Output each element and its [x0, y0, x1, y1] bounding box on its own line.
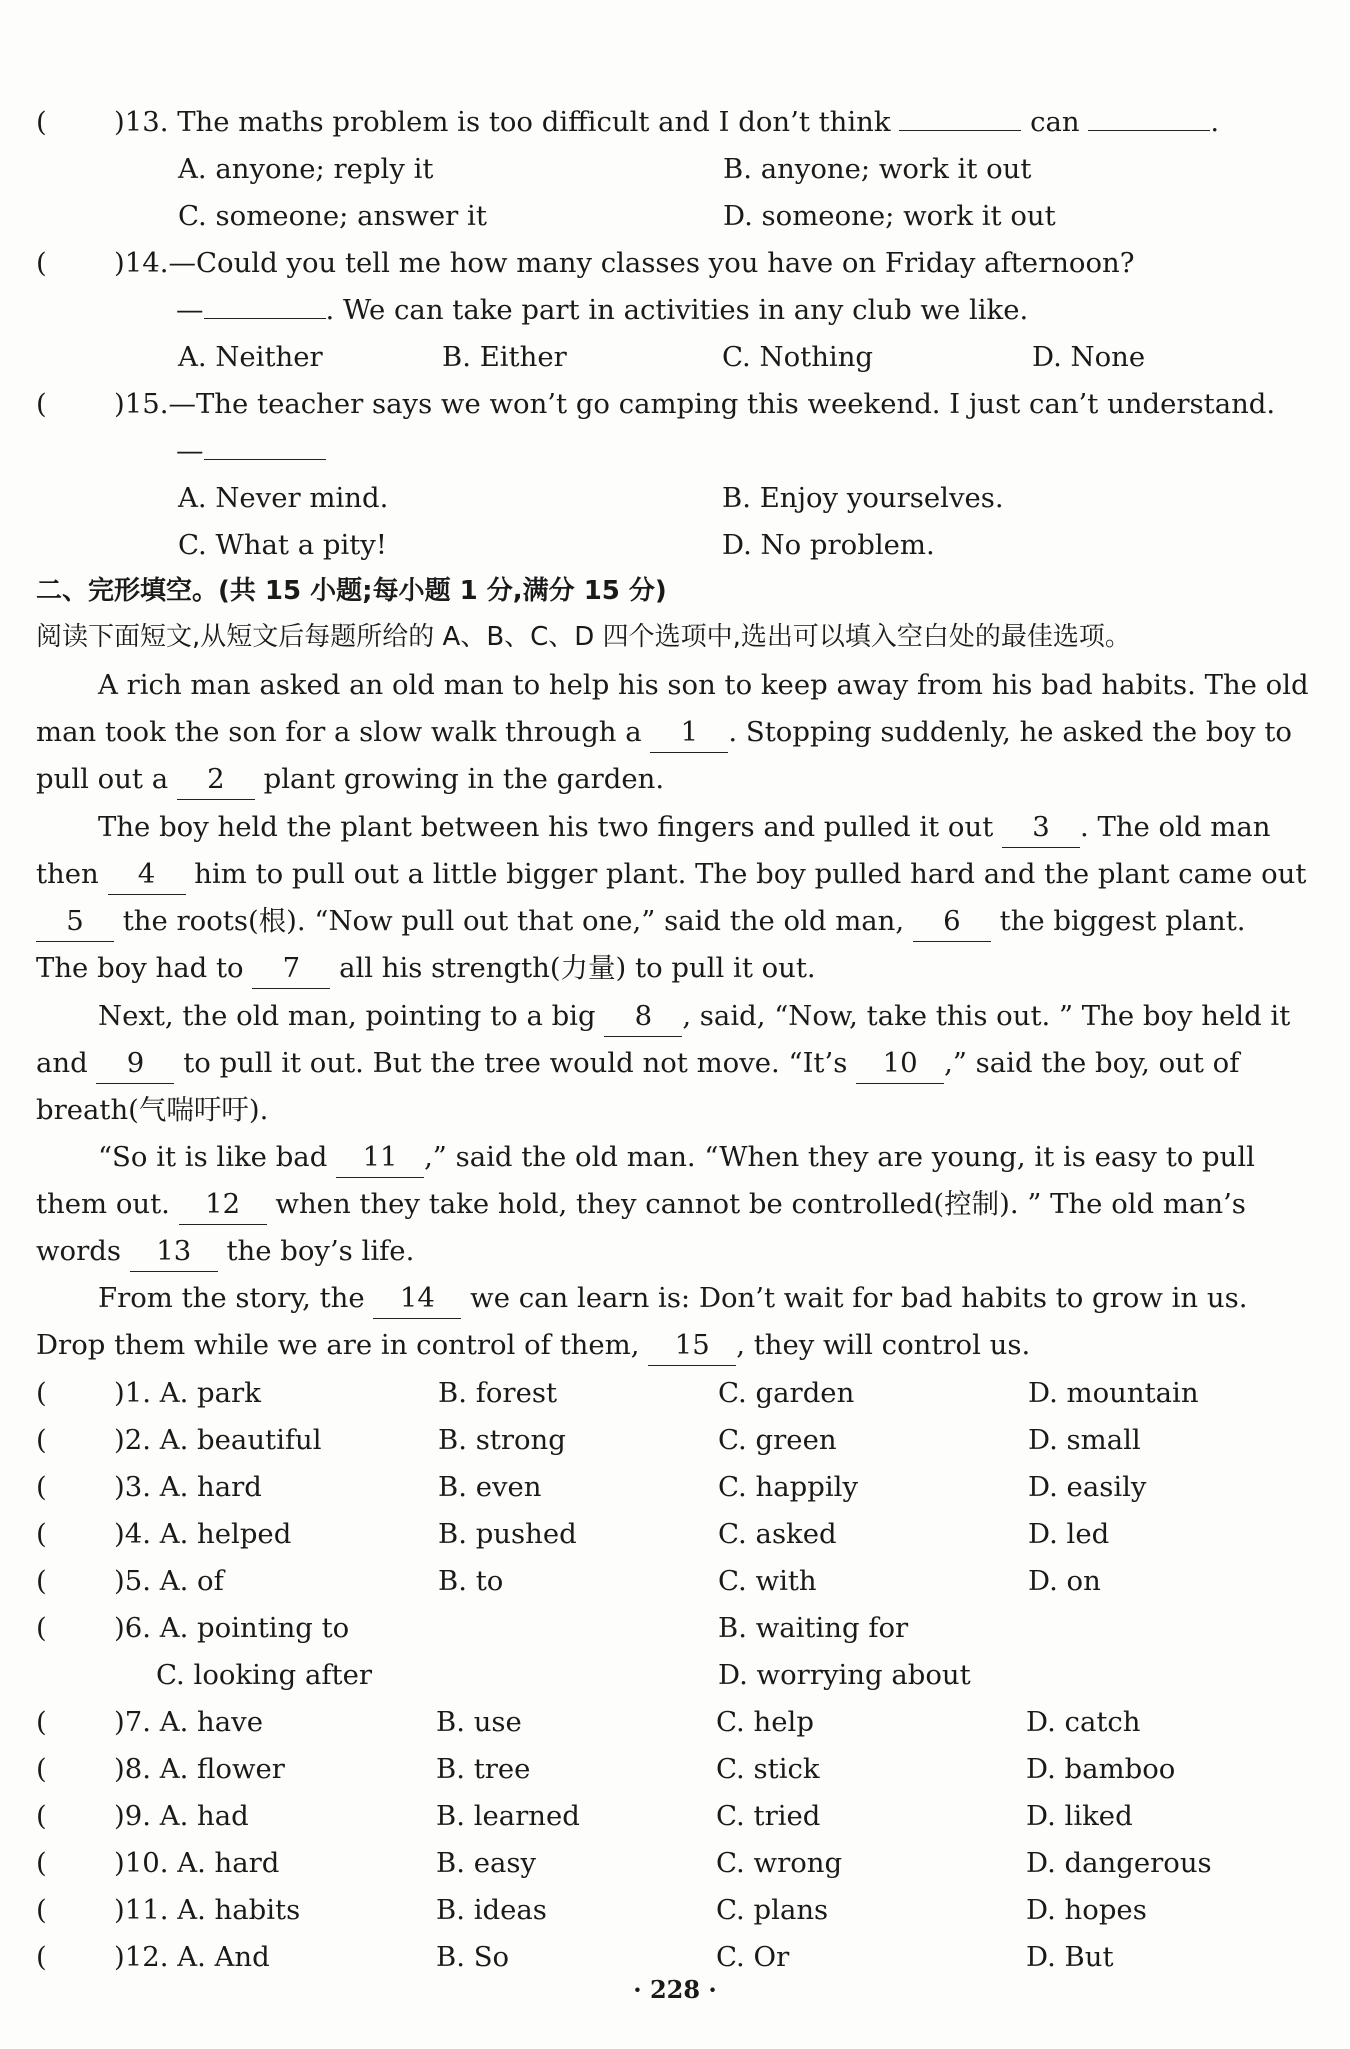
option-b[interactable]: B. tree: [436, 1753, 531, 1785]
cloze-blank[interactable]: 9: [96, 1043, 174, 1084]
option-a[interactable]: )9. A. had: [114, 1800, 249, 1832]
passage-line: A rich man asked an old man to help his son to keep away from his bad habits. The old: [98, 669, 1309, 701]
cloze-blank[interactable]: 5: [36, 901, 114, 942]
option-d[interactable]: D. None: [1032, 341, 1146, 373]
passage-line: breath(气喘吁吁).: [36, 1094, 269, 1126]
cloze-blank[interactable]: 8: [604, 996, 682, 1037]
reply-line: — . We can take part in activities in any club we like.: [176, 294, 1029, 326]
option-a[interactable]: )10. A. hard: [114, 1847, 280, 1879]
answer-bracket: (: [36, 1518, 47, 1550]
option-b[interactable]: B. strong: [438, 1424, 566, 1456]
cloze-option-row: [0, 1370, 1350, 1416]
option-b[interactable]: B. pushed: [438, 1518, 577, 1550]
option-d[interactable]: D. But: [1026, 1941, 1114, 1973]
answer-bracket: (: [36, 1753, 47, 1785]
option-d[interactable]: D. easily: [1028, 1471, 1147, 1503]
answer-bracket: (: [36, 1424, 47, 1456]
option-b[interactable]: B. to: [438, 1565, 504, 1597]
cloze-option-row: [0, 1934, 1350, 1980]
option-d[interactable]: D. bamboo: [1026, 1753, 1176, 1785]
answer-bracket: (: [36, 1471, 47, 1503]
cloze-option-row: [0, 1558, 1350, 1604]
passage-line: 5 the roots(根). “Now pull out that one,” said the old man, 6 the biggest plant.: [0, 898, 1350, 944]
cloze-option-row: [0, 1793, 1350, 1839]
cloze-blank[interactable]: 11: [336, 1137, 424, 1178]
cloze-option-row: [0, 1887, 1350, 1933]
cloze-option-row: [0, 1417, 1350, 1463]
option-a[interactable]: )7. A. have: [114, 1706, 263, 1738]
question-text: )15.—The teacher says we won’t go camping this weekend. I just can’t understand.: [114, 388, 1276, 420]
page-number: · 228 ·: [633, 1975, 717, 2004]
option-d[interactable]: D. worrying about: [718, 1659, 971, 1691]
cloze-option-row: [0, 1840, 1350, 1886]
answer-blank[interactable]: [204, 318, 326, 319]
cloze-blank[interactable]: 10: [856, 1043, 944, 1084]
option-row: [0, 146, 1350, 192]
cloze-blank[interactable]: 2: [177, 759, 255, 800]
option-c[interactable]: C. Nothing: [722, 341, 874, 373]
option-c[interactable]: C. garden: [718, 1377, 855, 1409]
cloze-option-row: [0, 1605, 1350, 1651]
option-d[interactable]: D. No problem.: [722, 529, 935, 561]
option-c[interactable]: C. green: [718, 1424, 837, 1456]
option-b[interactable]: B. use: [436, 1706, 522, 1738]
cloze-blank[interactable]: 4: [108, 854, 186, 895]
option-d[interactable]: D. led: [1028, 1518, 1110, 1550]
option-a[interactable]: A. Neither: [178, 341, 323, 373]
cloze-blank[interactable]: 1: [650, 712, 728, 753]
answer-bracket: (: [36, 1894, 47, 1926]
option-a[interactable]: )4. A. helped: [114, 1518, 292, 1550]
cloze-option-row: [0, 1511, 1350, 1557]
option-b[interactable]: B. forest: [438, 1377, 558, 1409]
option-d[interactable]: D. hopes: [1026, 1894, 1147, 1926]
option-b[interactable]: B. easy: [436, 1847, 537, 1879]
cloze-option-row: [0, 1746, 1350, 1792]
answer-bracket: (: [36, 106, 47, 138]
option-b[interactable]: B. learned: [436, 1800, 580, 1832]
option-c[interactable]: C. someone; answer it: [178, 200, 487, 232]
option-d[interactable]: D. catch: [1026, 1706, 1141, 1738]
option-c[interactable]: C. plans: [716, 1894, 829, 1926]
cloze-blank[interactable]: 3: [1002, 807, 1080, 848]
option-d[interactable]: D. mountain: [1028, 1377, 1199, 1409]
option-c[interactable]: C. What a pity!: [178, 529, 387, 561]
cloze-blank[interactable]: 12: [179, 1184, 267, 1225]
option-row: [0, 475, 1350, 521]
option-c[interactable]: C. wrong: [716, 1847, 843, 1879]
option-c[interactable]: C. happily: [718, 1471, 858, 1503]
option-c[interactable]: C. Or: [716, 1941, 790, 1973]
option-a[interactable]: )12. A. And: [114, 1941, 270, 1973]
reply-line: —: [0, 428, 1350, 474]
passage-line: Drop them while we are in control of them, 15 , they will control us.: [0, 1322, 1350, 1368]
answer-bracket: (: [36, 1377, 47, 1409]
option-d[interactable]: D. small: [1028, 1424, 1141, 1456]
option-d[interactable]: D. on: [1028, 1565, 1101, 1597]
cloze-option-row: [0, 1699, 1350, 1745]
passage-line: The boy had to 7 all his strength(力量) to pull it out.: [0, 945, 1350, 991]
question-text: )14.—Could you tell me how many classes you have on Friday afternoon?: [114, 247, 1135, 279]
option-row: [0, 193, 1350, 239]
question-text: )13. The maths problem is too difficult and I don’t think can .: [114, 106, 1220, 138]
option-b[interactable]: B. Either: [442, 341, 567, 373]
answer-bracket: (: [36, 388, 47, 420]
option-b[interactable]: B. waiting for: [718, 1612, 909, 1644]
option-a[interactable]: )5. A. of: [114, 1565, 224, 1597]
option-c[interactable]: C. stick: [716, 1753, 820, 1785]
option-row: [0, 522, 1350, 568]
answer-blank[interactable]: [899, 130, 1021, 131]
question-14: [0, 240, 1350, 286]
cloze-option-row: [0, 1464, 1350, 1510]
answer-bracket: (: [36, 1706, 47, 1738]
option-a[interactable]: )11. A. habits: [114, 1894, 301, 1926]
option-c[interactable]: C. help: [716, 1706, 814, 1738]
passage-line: them out. 12 when they take hold, they cannot be controlled(控制). ” The old man’s: [0, 1181, 1350, 1227]
passage-line: pull out a 2 plant growing in the garden.: [0, 756, 1350, 802]
option-d[interactable]: D. dangerous: [1026, 1847, 1212, 1879]
option-a[interactable]: )3. A. hard: [114, 1471, 262, 1503]
option-d[interactable]: D. liked: [1026, 1800, 1133, 1832]
option-c[interactable]: C. with: [718, 1565, 817, 1597]
option-b[interactable]: B. anyone; work it out: [723, 153, 1032, 185]
section-title: 二、完形填空。(共 15 小题;每小题 1 分,满分 15 分): [36, 576, 667, 606]
option-b[interactable]: B. ideas: [436, 1894, 547, 1926]
passage-line: From the story, the 14 we can learn is: Don’t wait for bad habits to grow in us.: [0, 1275, 1350, 1321]
option-a[interactable]: )1. A. park: [114, 1377, 261, 1409]
option-d[interactable]: D. someone; work it out: [723, 200, 1056, 232]
answer-bracket: (: [36, 1847, 47, 1879]
cloze-blank[interactable]: 6: [913, 901, 991, 942]
passage-line: Next, the old man, pointing to a big 8 , said, “Now, take this out. ” The boy held it: [0, 993, 1350, 1039]
option-c[interactable]: C. asked: [718, 1518, 837, 1550]
instruction: 阅读下面短文,从短文后每题所给的 A、B、C、D 四个选项中,选出可以填入空白处的最佳选项。: [36, 622, 1131, 652]
passage-line: man took the son for a slow walk through a 1 . Stopping suddenly, he asked the boy to: [0, 709, 1350, 755]
question-13: [0, 99, 1350, 145]
passage-line: “So it is like bad 11 ,” said the old man. “When they are young, it is easy to pull: [0, 1134, 1350, 1180]
answer-bracket: (: [36, 247, 47, 279]
option-b[interactable]: B. So: [436, 1941, 510, 1973]
cloze-blank[interactable]: 14: [373, 1278, 461, 1319]
option-b[interactable]: B. even: [438, 1471, 542, 1503]
option-a[interactable]: A. Never mind.: [178, 482, 389, 514]
option-a[interactable]: )8. A. flower: [114, 1753, 285, 1785]
option-c[interactable]: C. looking after: [156, 1659, 373, 1691]
passage-line: words 13 the boy’s life.: [0, 1228, 1350, 1274]
passage-line: then 4 him to pull out a little bigger plant. The boy pulled hard and the plant came out: [0, 851, 1350, 897]
answer-bracket: (: [36, 1612, 47, 1644]
cloze-blank[interactable]: 13: [130, 1231, 218, 1272]
question-15: [0, 381, 1350, 427]
option-b[interactable]: B. Enjoy yourselves.: [722, 482, 1004, 514]
option-a[interactable]: )2. A. beautiful: [114, 1424, 322, 1456]
answer-bracket: (: [36, 1565, 47, 1597]
passage-line: and 9 to pull it out. But the tree would not move. “It’s 10 ,” said the boy, out of: [0, 1040, 1350, 1086]
option-c[interactable]: C. tried: [716, 1800, 821, 1832]
cloze-blank[interactable]: 7: [252, 948, 330, 989]
answer-bracket: (: [36, 1941, 47, 1973]
cloze-blank[interactable]: 15: [648, 1325, 736, 1366]
option-a[interactable]: A. anyone; reply it: [178, 153, 434, 185]
cloze-option-row: [0, 1652, 1350, 1698]
option-a[interactable]: )6. A. pointing to: [114, 1612, 350, 1644]
passage-line: The boy held the plant between his two fingers and pulled it out 3 . The old man: [0, 804, 1350, 850]
answer-bracket: (: [36, 1800, 47, 1832]
answer-blank[interactable]: [1088, 130, 1210, 131]
option-row: [0, 334, 1350, 380]
answer-blank[interactable]: [204, 459, 326, 460]
